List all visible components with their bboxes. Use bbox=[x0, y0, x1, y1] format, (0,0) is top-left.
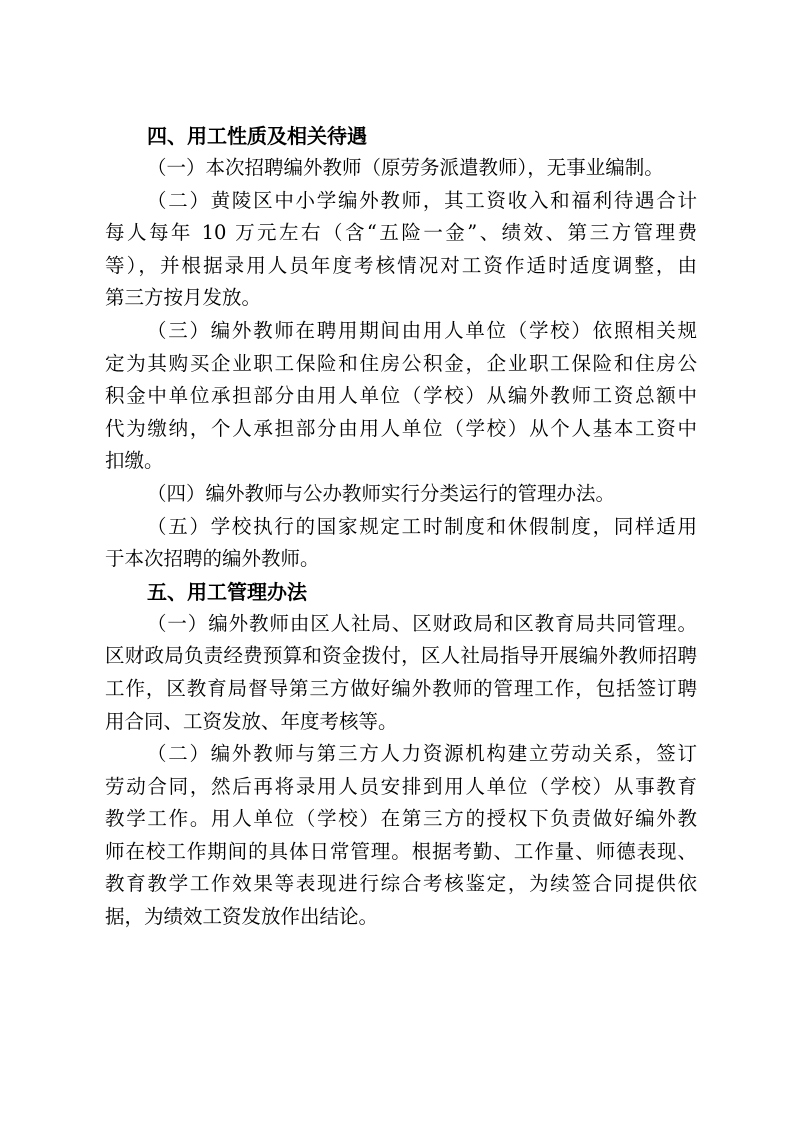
text-line: （五）学校执行的国家规定工时制度和休假制度，同样适用 bbox=[147, 514, 697, 538]
paragraph bbox=[105, 478, 697, 511]
text-line: 扣缴。 bbox=[105, 449, 164, 473]
text-line: 于本次招聘的编外教师。 bbox=[105, 547, 320, 571]
text-line: （三）编外教师在聘用期间由用人单位（学校）依照相关规 bbox=[147, 318, 697, 342]
section-heading: 四、用工性质及相关待遇 bbox=[147, 124, 367, 148]
text-line: 积金中单位承担部分由用人单位（学校）从编外教师工资总额中 bbox=[105, 384, 697, 408]
section-heading: 五、用工管理办法 bbox=[147, 579, 307, 604]
text-line: 教育教学工作效果等表现进行综合考核鉴定，为续签合同提供依 bbox=[105, 872, 697, 896]
text-line: 师在校工作期间的具体日常管理。根据考勤、工作量、师德表现、 bbox=[105, 839, 697, 863]
text-line: （二）编外教师与第三方人力资源机构建立劳动关系，签订 bbox=[147, 742, 697, 766]
text-line: （一）编外教师由区人社局、区财政局和区教育局共同管理。 bbox=[147, 611, 697, 635]
text-line: （一）本次招聘编外教师（原劳务派遣教师），无事业编制。 bbox=[147, 156, 664, 179]
text-line: 等），并根据录用人员年度考核情况对工资作适时适度调整，由 bbox=[105, 253, 697, 277]
text-line: 用合同、工资发放、年度考核等。 bbox=[105, 709, 398, 733]
paragraph bbox=[105, 738, 697, 934]
text-line: 区财政局负责经费预算和资金拨付，区人社局指导开展编外教师招聘 bbox=[105, 644, 697, 668]
text-line: 每人每年 10 万元左右（含“五险一金”、绩效、第三方管理费 bbox=[105, 221, 697, 245]
paragraph bbox=[105, 315, 697, 478]
document-body bbox=[105, 120, 697, 934]
text-line: 教学工作。用人单位（学校）在第三方的授权下负责做好编外教 bbox=[105, 807, 697, 831]
text-line: 第三方按月发放。 bbox=[105, 286, 262, 310]
paragraph bbox=[105, 608, 697, 738]
text-line: （二）黄陵区中小学编外教师，其工资收入和福利待遇合计 bbox=[147, 188, 697, 212]
text-line: （四）编外教师与公办教师实行分类运行的管理办法。 bbox=[147, 481, 616, 505]
text-line: 工作，区教育局督导第三方做好编外教师的管理工作，包括签订聘 bbox=[105, 676, 697, 700]
paragraph bbox=[105, 152, 697, 185]
text-line: 定为其购买企业职工保险和住房公积金，企业职工保险和住房公 bbox=[105, 351, 697, 375]
text-line: 代为缴纳，个人承担部分由用人单位（学校）从个人基本工资中 bbox=[105, 416, 697, 440]
paragraph bbox=[105, 185, 697, 315]
text-line: 据，为绩效工资发放作出结论。 bbox=[105, 905, 379, 929]
paragraph bbox=[105, 511, 697, 576]
text-line: 劳动合同，然后再将录用人员安排到用人单位（学校）从事教育 bbox=[105, 774, 697, 798]
